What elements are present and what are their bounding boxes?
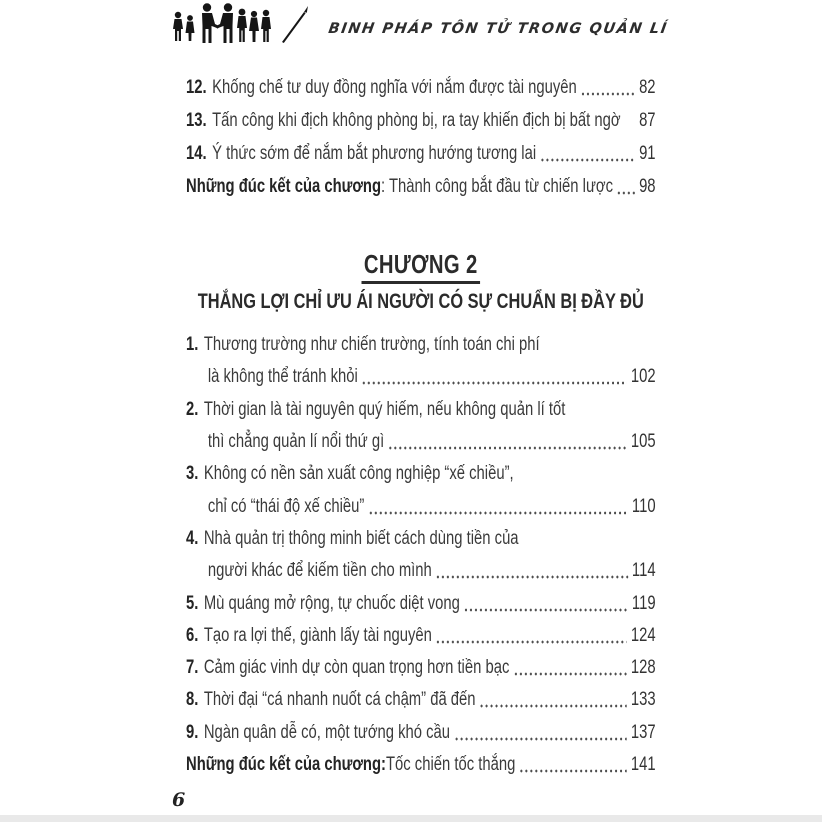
toc-entry bbox=[186, 523, 656, 588]
book-title: BINH PHÁP TÔN TỬ TRONG QUẢN LÍ bbox=[327, 21, 669, 37]
dot-leader bbox=[618, 191, 635, 195]
toc-entry-title: Mù quáng mở rộng, tự chuốc diệt vong bbox=[203, 592, 460, 614]
toc-entry bbox=[186, 329, 656, 394]
dot-leader bbox=[436, 575, 628, 579]
toc-entry bbox=[186, 620, 656, 652]
toc-page-number: 124 bbox=[630, 624, 656, 646]
dot-leader bbox=[465, 608, 628, 612]
dot-leader bbox=[389, 446, 627, 450]
dot-leader bbox=[362, 381, 626, 385]
toc-page-number: 141 bbox=[630, 754, 656, 775]
chapter-heading: CHƯƠNG 2 bbox=[362, 249, 481, 284]
toc-entry-title: Tấn công khi địch không phòng bị, ra tay khiến địch bị bất ngờ bbox=[212, 109, 621, 131]
toc-entry-title: Ý thức sớm để nắm bắt phương hướng tương lai bbox=[212, 142, 537, 164]
toc-entry bbox=[186, 684, 656, 716]
dot-leader bbox=[514, 672, 627, 676]
toc-page-number: 119 bbox=[631, 592, 656, 614]
toc-entry-number: 4. bbox=[186, 527, 199, 549]
dot-leader bbox=[520, 769, 627, 773]
toc-chapter-summary bbox=[186, 170, 656, 203]
toc-page-number: 98 bbox=[639, 175, 656, 197]
toc-page-number: 110 bbox=[631, 495, 656, 517]
toc-entry bbox=[186, 104, 656, 137]
toc-chapter-summary bbox=[186, 749, 656, 781]
page-header bbox=[170, 2, 667, 44]
toc-entry-title: Thời gian là tài nguyên quý hiếm, nếu không quản lí tốt bbox=[203, 398, 566, 420]
toc-page-number: 105 bbox=[630, 431, 656, 453]
toc-entry-title: Thời đại “cá nhanh nuốt cá chậm” đã đến bbox=[203, 689, 476, 711]
toc-entry-title: Ngàn quân dễ có, một tướng khó cầu bbox=[203, 721, 451, 743]
toc-entry-title-cont: thì chẳng quản lí nổi thứ gì bbox=[207, 431, 385, 453]
toc-entry-number: 8. bbox=[186, 689, 199, 711]
summary-label: Những đúc kết của chương: bbox=[186, 754, 386, 775]
toc-entry-number: 13. bbox=[186, 109, 207, 131]
toc-page-number: 133 bbox=[630, 689, 656, 711]
toc-entry-number: 1. bbox=[186, 334, 199, 356]
summary-text: : Thành công bắt đầu từ chiến lược bbox=[381, 175, 614, 197]
toc-entry bbox=[186, 71, 656, 104]
toc-page-number: 114 bbox=[631, 560, 656, 582]
toc-entry bbox=[186, 652, 656, 684]
toc-chapter2 bbox=[186, 329, 656, 781]
toc-entry-number: 6. bbox=[186, 624, 199, 646]
toc-entry-number: 9. bbox=[186, 721, 199, 743]
chapter-heading-block bbox=[186, 249, 656, 314]
toc-page-number: 102 bbox=[630, 366, 656, 388]
chapter-subtitle: THẮNG LỢI CHỈ ƯU ÁI NGƯỜI CÓ SỰ CHUẨN BỊ ĐẦY ĐỦ bbox=[197, 290, 644, 313]
toc-entry bbox=[186, 458, 656, 523]
scan-edge bbox=[0, 815, 822, 822]
dot-leader bbox=[480, 704, 627, 708]
toc-entry-title: Thương trường như chiến trường, tính toán chi phí bbox=[203, 334, 540, 356]
toc-entry-title: Nhà quản trị thông minh biết cách dùng tiền của bbox=[203, 527, 519, 549]
summary-text: Tốc chiến tốc thắng bbox=[385, 754, 516, 775]
dot-leader bbox=[625, 125, 635, 129]
toc-entry-number: 7. bbox=[186, 657, 199, 679]
toc-entry-title-cont: là không thể tránh khỏi bbox=[207, 366, 358, 388]
toc-entry-number: 5. bbox=[186, 592, 199, 614]
toc-page-number: 91 bbox=[639, 142, 656, 164]
toc-entry bbox=[186, 394, 656, 459]
dot-leader bbox=[581, 92, 635, 96]
toc-entry-title-cont: người khác để kiếm tiền cho mình bbox=[207, 560, 432, 582]
business-people-handshake-icon bbox=[170, 2, 322, 44]
toc-page-number: 87 bbox=[639, 109, 656, 131]
dot-leader bbox=[369, 511, 628, 515]
dot-leader bbox=[455, 737, 627, 741]
summary-label: Những đúc kết của chương bbox=[186, 175, 382, 197]
toc-entry-title-cont: chỉ có “thái độ xế chiều” bbox=[207, 495, 365, 517]
toc-entry-title: Khống chế tư duy đồng nghĩa với nắm được tài nguyên bbox=[212, 76, 577, 98]
toc-page-number: 137 bbox=[630, 721, 656, 743]
toc-page-number: 128 bbox=[630, 657, 656, 679]
toc-entry bbox=[186, 137, 656, 170]
dot-leader bbox=[541, 158, 635, 162]
folio-page-number: 6 bbox=[172, 789, 186, 811]
toc-entry-title: Cảm giác vinh dự còn quan trọng hơn tiền bạc bbox=[203, 657, 510, 679]
toc-page-number: 82 bbox=[639, 76, 656, 98]
toc-entry-title: Không có nền sản xuất công nghiệp “xế chiều”, bbox=[203, 463, 514, 485]
toc-entry-number: 3. bbox=[186, 463, 199, 485]
dot-leader bbox=[437, 640, 627, 644]
toc-chapter1-tail bbox=[186, 71, 656, 203]
toc-entry-title: Tạo ra lợi thế, giành lấy tài nguyên bbox=[203, 624, 432, 646]
toc-entry-number: 2. bbox=[186, 398, 199, 420]
toc-entry-number: 12. bbox=[186, 76, 207, 98]
toc-entry bbox=[186, 587, 656, 619]
toc-entry bbox=[186, 717, 656, 749]
toc-entry-number: 14. bbox=[186, 142, 207, 164]
